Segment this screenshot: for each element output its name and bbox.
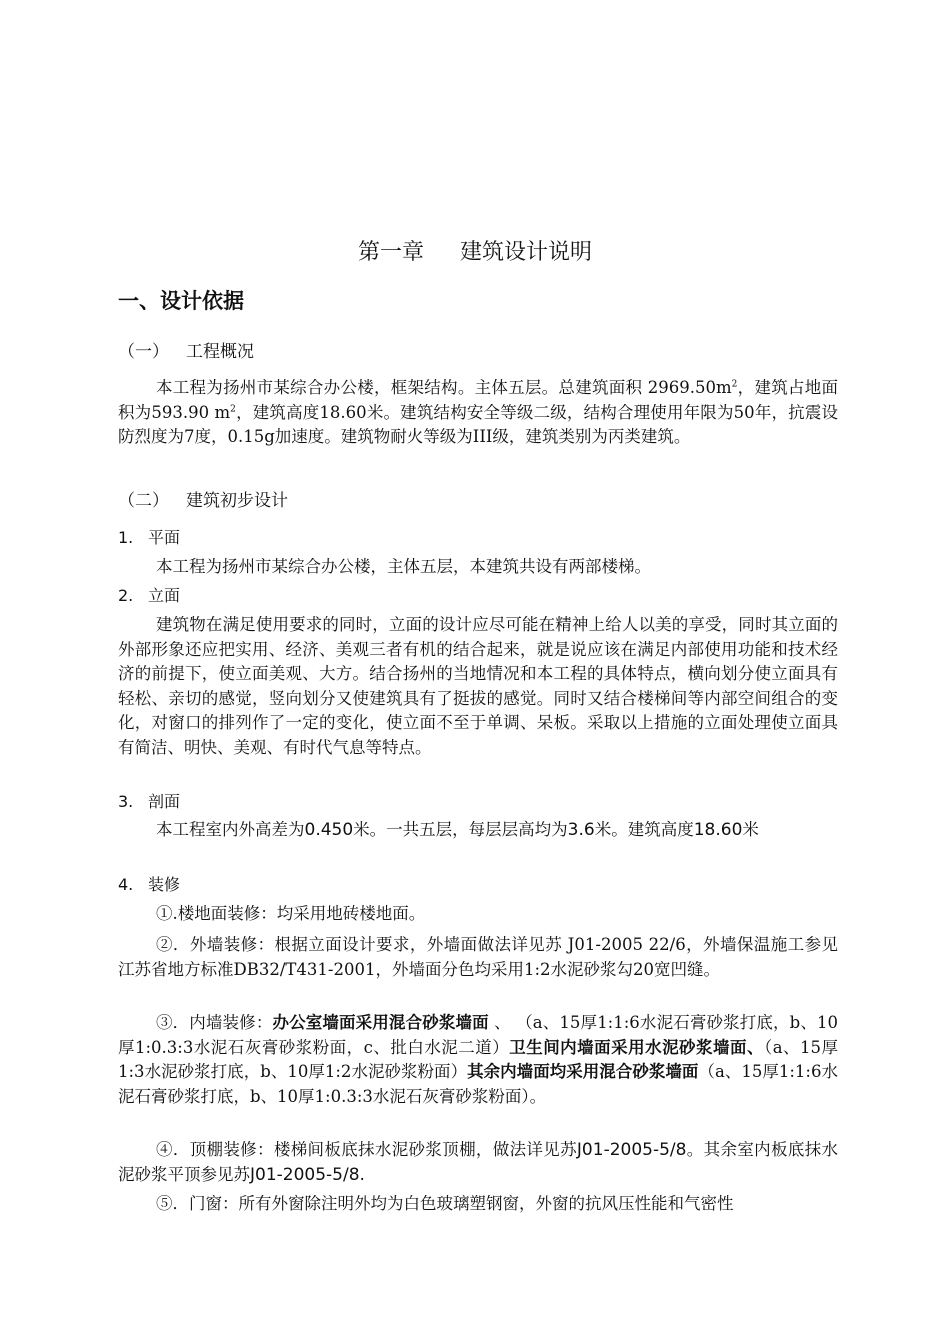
ceiling-text-a: ④．顶棚装修：楼梯间板底抹水泥砂浆顶棚，做法详见苏 [156,1140,577,1159]
other-wall-emphasis: 其余内墙面均采用混合砂浆墙面 [467,1062,699,1081]
ceiling-text-b: 。其余室内板底抹水泥砂浆平顶参见苏 [118,1140,839,1184]
subsection-title: 建筑初步设计 [186,491,288,511]
subsection-heading-overview [118,339,254,365]
paragraph-section [118,818,838,843]
finish-item-exterior-wall: ②．外墙装修：根据立面设计要求，外墙面做法详见苏 J01-2005 22/6，外墙保温施工参见江苏省地方标准DB32/T431-2001，外墙面分色均采用1:2水泥砂浆勾20宽凹缝。 [118,935,838,979]
overview-text-a: 本工程为扬州市某综合办公楼，框架结构。主体五层。总建筑面积 2969.50m [156,378,732,397]
item-title: 装修 [148,875,181,894]
paragraph-elevation: 建筑物在满足使用要求的同时，立面的设计应尽可能在精神上给人以美的享受，同时其立面的外部形象还应把实用、经济、美观三者有机的结合起来，就是说应该在满足内部使用功能和技术经济的前提下，使立面美观、大方。结合扬州的当地情况和本工程的具体特点，横向划分使立面具有轻松、亲切的感觉，竖向划分又使建筑具有了挺拔的感觉。同时又结合楼梯间等内部空间组合的变化，对窗口的排列作了一定的变化，使立面不至于单调、呆板。采取以上措施的立面处理使立面具有简洁、明快、美观、有时代气息等特点。 [118,615,838,757]
paragraph-overview [118,376,838,450]
item-title: 立面 [148,586,181,605]
section-text-3: 米。建筑高度 [594,820,694,839]
section-text-4: 米 [742,820,759,839]
subsection-heading-design [118,488,288,514]
chapter-title [0,238,950,268]
overview-text-c: ，建筑高度18.60米。建筑结构安全等级二级，结构合理使用年限为50年，抗震设防烈度为7度，0.15g加速度。建筑物耐火等级为III级，建筑类别为丙类建筑。 [118,402,839,446]
subsection-number: （二） [118,491,169,511]
building-height-value: 18.60 [693,820,743,840]
item-number: 2. [118,586,134,605]
interior-wall-intro: ③．内墙装修： [156,1013,273,1032]
office-wall-emphasis: 办公室墙面采用混合砂浆墙面 [272,1013,489,1032]
item-title: 剖面 [148,792,181,811]
toilet-wall-emphasis: 卫生间内墙面采用水泥砂浆墙面、 [509,1037,764,1057]
item-number: 4. [118,875,134,894]
section-heading: 一、设计依据 [118,289,244,313]
overview-text-b: ，建筑占地面积为593.90 m [118,378,839,422]
item-heading-elevation [118,584,180,608]
superscript: 2 [230,404,236,414]
ceiling-ref-2: J01-2005-5/8. [250,1164,365,1185]
floor-height-value: 3.6 [567,820,595,840]
section-text-2: 米。一共五层，每层层高均为 [353,820,568,839]
ceiling-ref-1: J01-2005-5/8 [576,1140,687,1160]
other-wall-detail: （a、15厚1:1:6水泥石膏砂浆打底，b、10厚1:0.3:3水泥石灰膏砂浆粉面）。 [118,1062,838,1106]
finish-item-windows: ⑤．门窗：所有外窗除注明外均为白色玻璃塑钢窗，外窗的抗风压性能和气密性 [156,1194,734,1213]
item-heading-section [118,790,180,814]
height-diff-value: 0.450 [304,820,354,840]
item-number: 3. [118,792,134,811]
finish-item-floor: ①.楼地面装修：均采用地砖楼地面。 [156,904,426,923]
subsection-number: （一） [118,342,169,362]
item-heading-finish [118,873,180,897]
finish-item-interior-wall [118,1011,838,1109]
subsection-title: 工程概况 [186,342,254,362]
chapter-name: 建筑设计说明 [460,240,593,265]
office-wall-detail: 、 （a、15厚1:1:6水泥石膏砂浆打底，b、10厚1:0.3:3水泥石灰膏砂浆粉面，c、批白水泥二道） [118,1013,839,1057]
item-heading-plan [118,526,180,550]
chapter-number: 第一章 [357,240,424,265]
section-text-1: 本工程室内外高差为 [156,820,305,839]
finish-item-ceiling [118,1138,838,1187]
toilet-wall-detail: （a、15厚1:3水泥砂浆打底，b、10厚1:2水泥砂浆粉面） [118,1037,838,1081]
paragraph-plan: 本工程为扬州市某综合办公楼，主体五层，本建筑共设有两部楼梯。 [156,557,651,576]
item-number: 1. [118,528,134,547]
item-title: 平面 [148,528,181,547]
superscript: 2 [731,379,738,390]
